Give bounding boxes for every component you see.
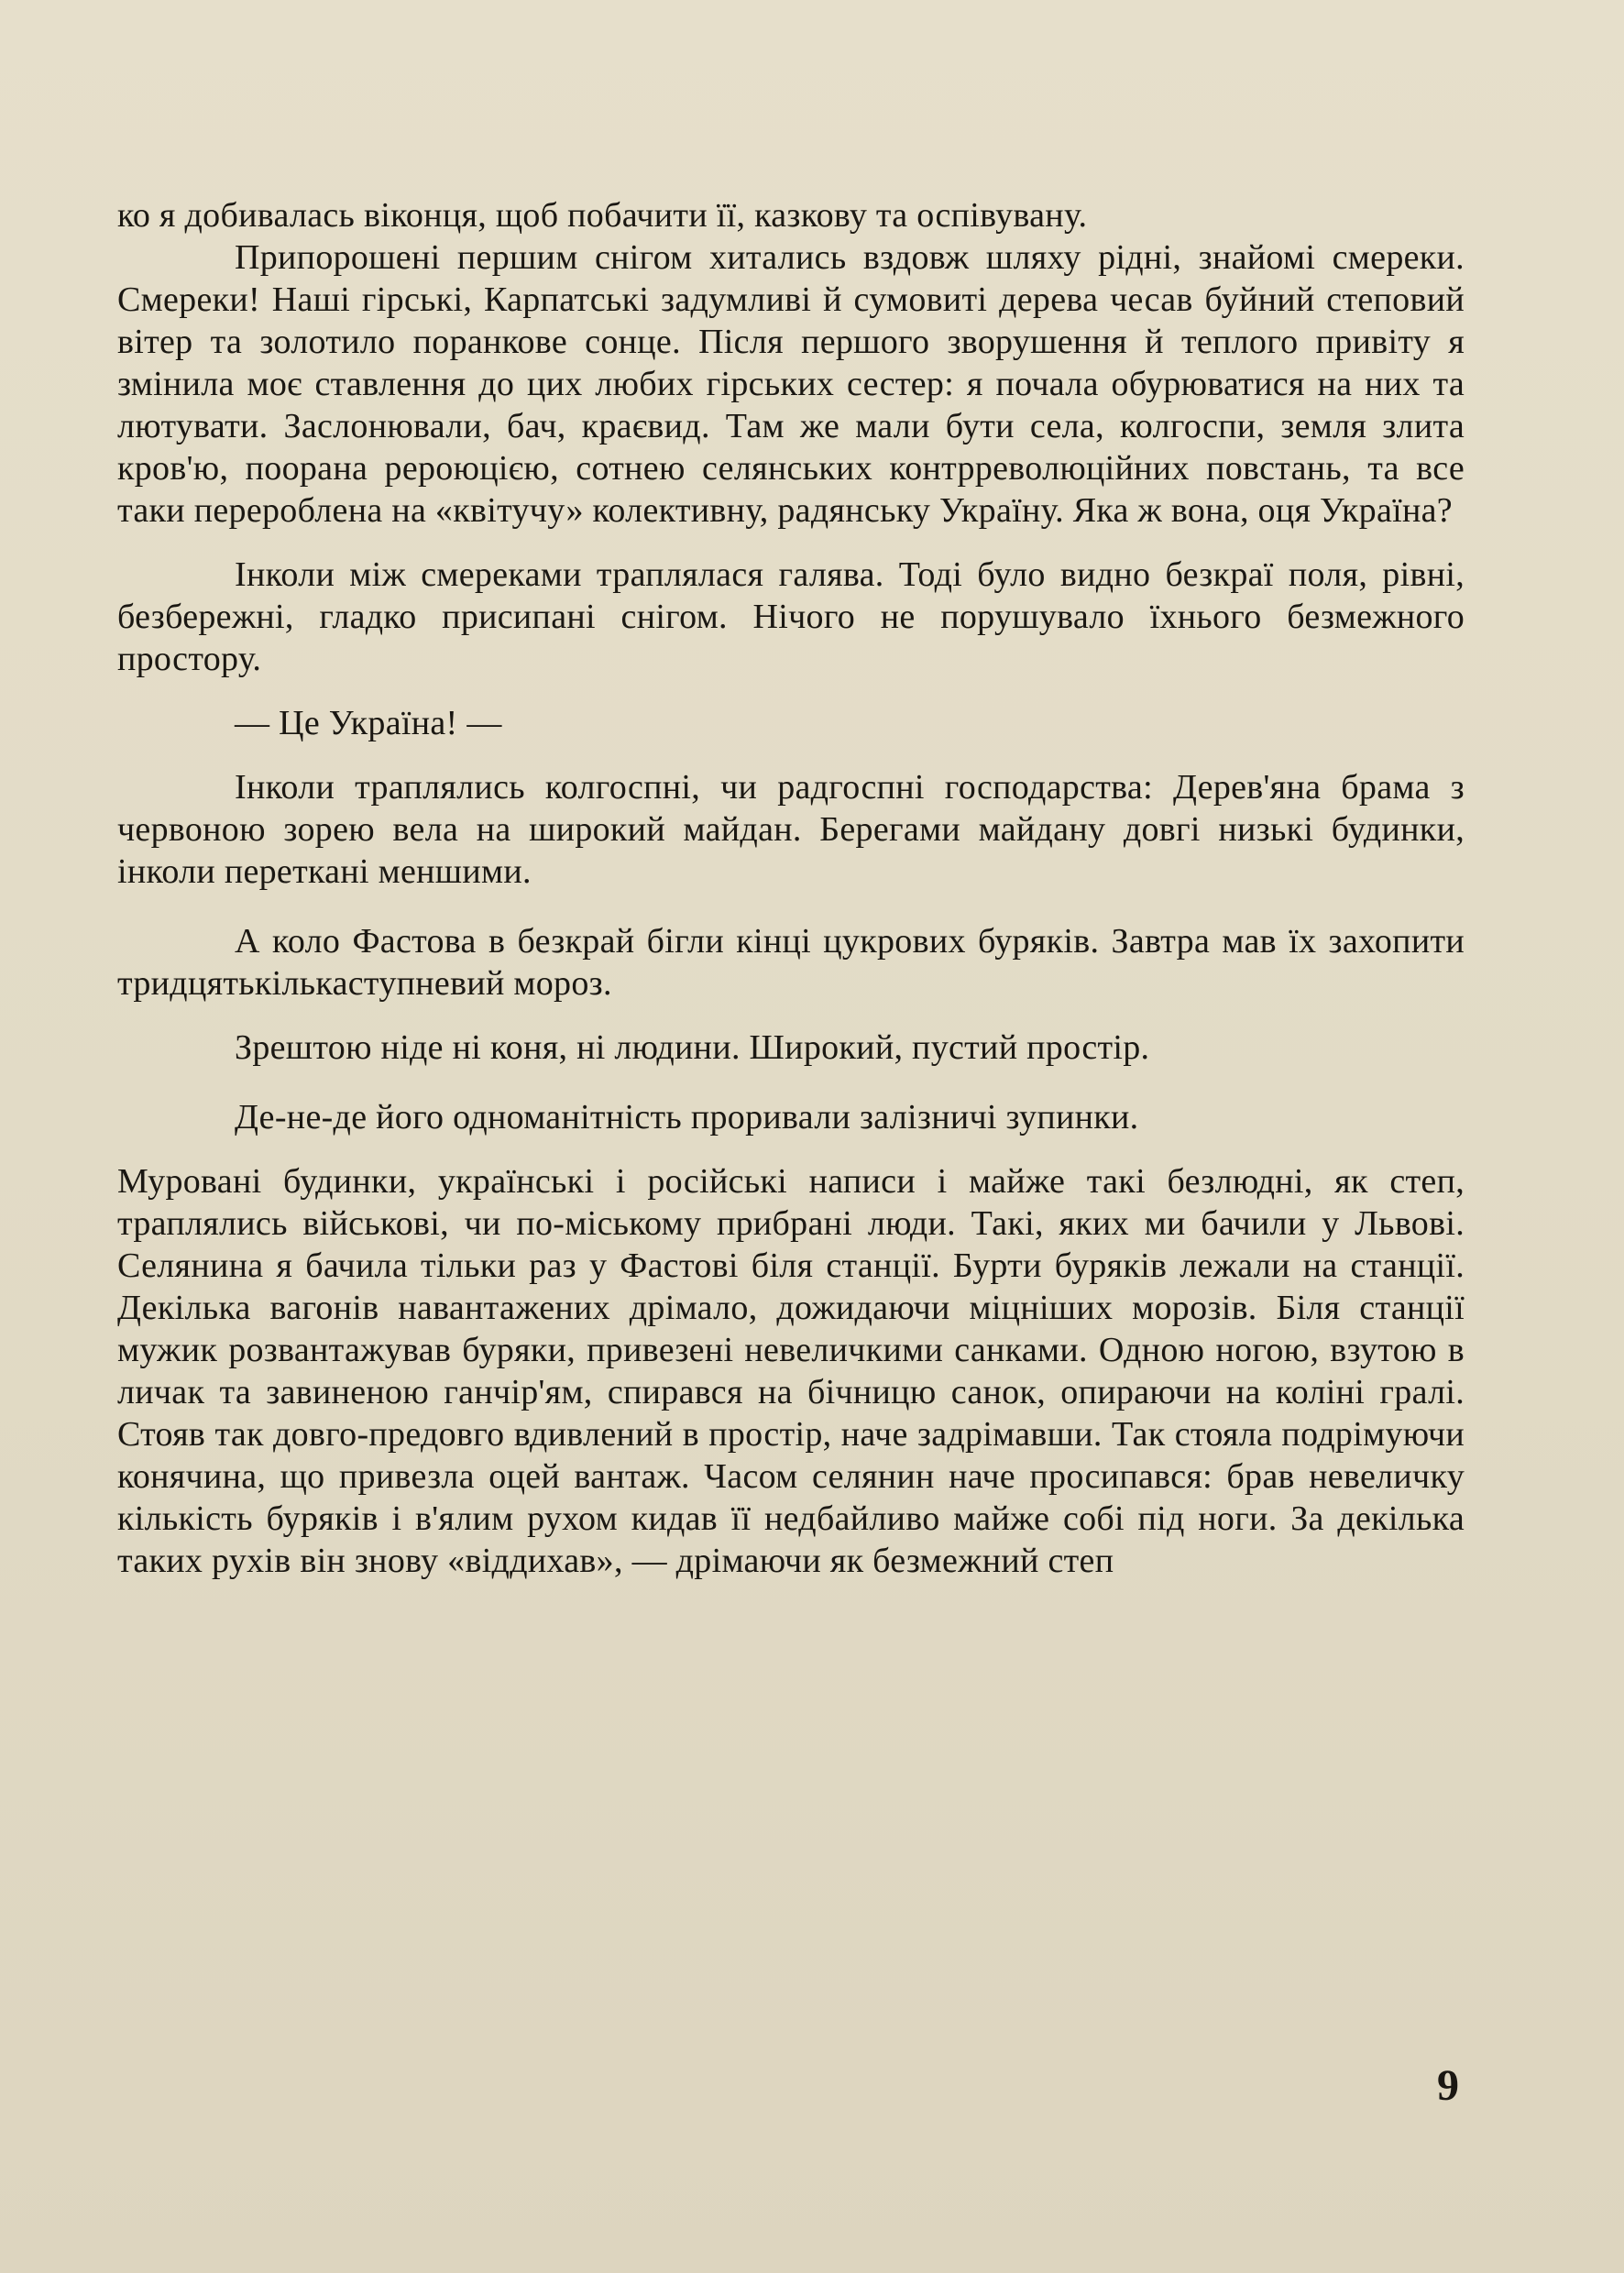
body-text [117,194,1465,1582]
page-number: 9 [1437,2061,1459,2110]
paragraph-4: — Це Україна! — [235,704,502,742]
paragraph-3: Інколи між смереками траплялася галява. Тоді було видно безкраї поля, рівні, безбережні, гладко присипані снігом. Нічого не порушувало їхнього безмежного простору. [117,555,1465,678]
paragraph-7: Зрештою ніде ні коня, ні людини. Широкий, пустий простір. [235,1028,1150,1067]
paragraph-9: Муровані будинки, українські і російські написи і майже такі безлюдні, як степ, траплялись військові, чи по-міському прибрані люди. Такі, яких ми бачили у Львові. Селянина я бачила тільки раз у Фастові біля станції. Бурти буряків лежали на станції. Декілька вагонів навантажених дрімало, дожидаючи міцніших морозів. Біля станції мужик розвантажував буряки, привезені невеличкими санками. Одною ногою, взутою в личак та завиненою ганчір'ям, спирався на бічницю санок, опираючи на коліні гралі. Стояв так довго-предовго вдивлений в простір, наче задрімавши. Так стояла подрімуючи конячина, що привезла оцей вантаж. Часом селянин наче просипався: брав невеличку кількість буряків і в'ялим рухом кидав її недбайливо майже собі під ноги. За декілька таких рухів він знову «віддихав», — дрімаючи як безмежний степ [117,1162,1465,1580]
paragraph-1: ко я добивалась віконця, щоб побачити її, казкову та оспівувану. [117,196,1088,235]
paragraph-6: А коло Фастова в безкрай бігли кінці цукрових буряків. Завтра мав їх захопити тридцятькількаступневий мороз. [117,922,1465,1003]
paragraph-2: Припорошені першим снігом хитались вздовж шляху рідні, знайомі смереки. Смереки! Наші гірські, Карпатські задумливі й сумовиті дерева чесав буйний степовий вітер та золотило поранкове сонце. Після першого зворушення й теплого привіту я змінила моє ставлення до цих любих гірських сестер: я почала обурюватися на них та лютувати. Заслонювали, бач, краєвид. Там же мали бути села, колгоспи, земля злита кров'ю, поорана рероюцією, сотнею селянських контрреволюційних повстань, та все таки перероблена на «квітучу» колективну, радянську Україну. Яка ж вона, оця Україна? [117,238,1465,530]
paragraph-5: Інколи траплялись колгоспні, чи радгоспні господарства: Дерев'яна брама з червоною зорею вела на широкий майдан. Берегами майдану довгі низькі будинки, інколи перетканi меншими. [117,768,1465,891]
paragraph-8: Де-не-де його одноманітність проривали залізничі зупинки. [235,1098,1139,1136]
